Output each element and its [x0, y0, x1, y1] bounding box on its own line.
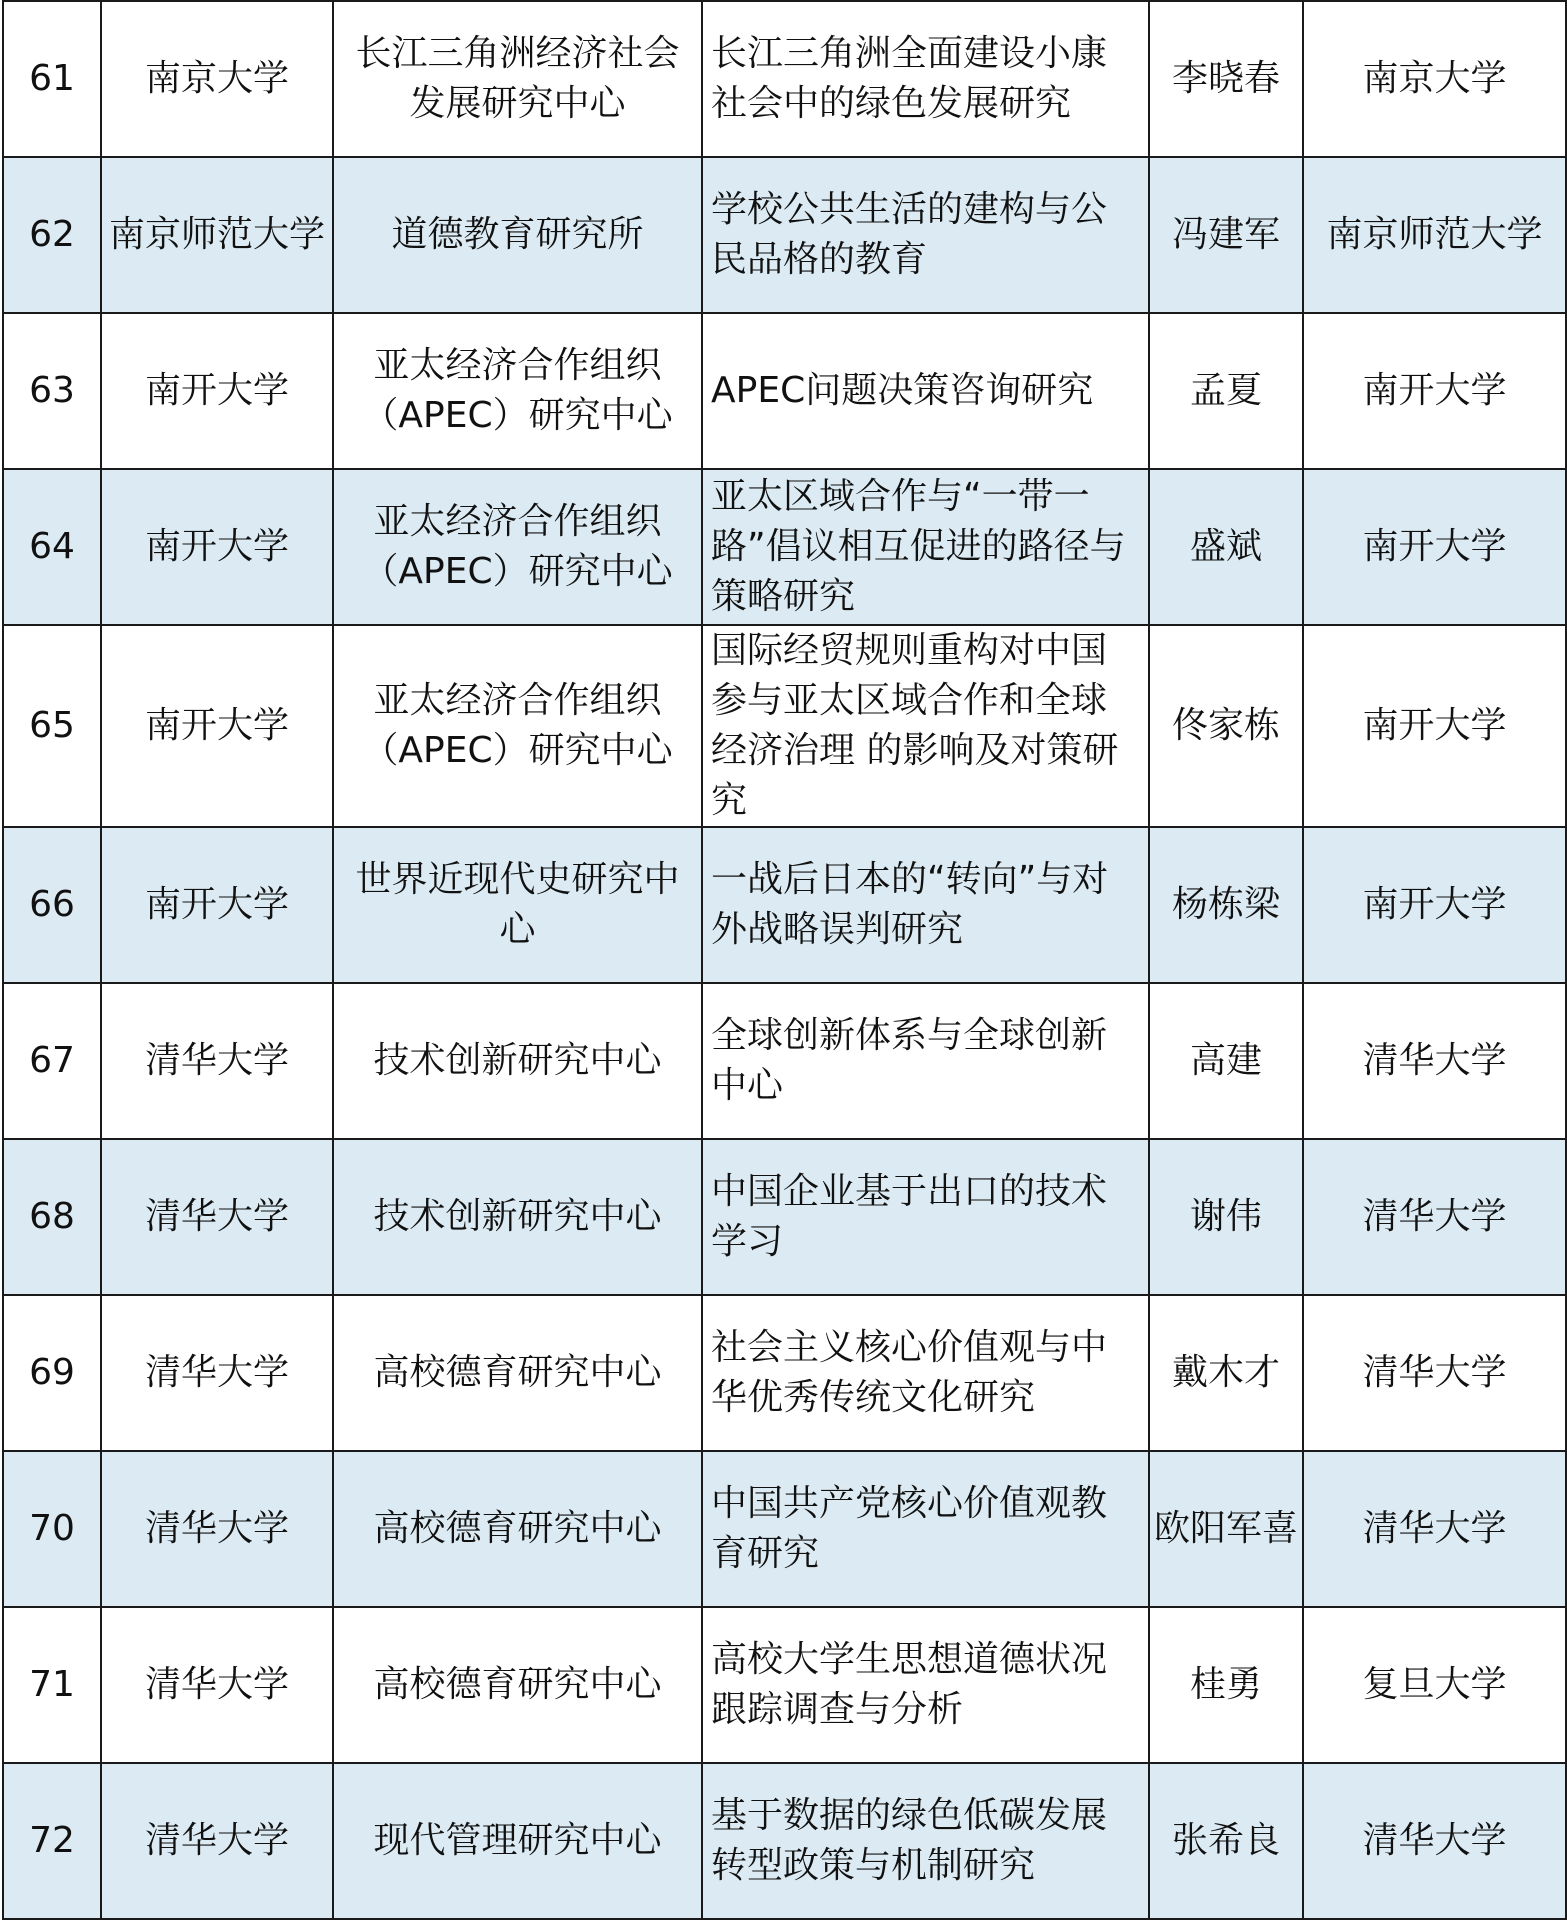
project-leader-cell: 冯建军 — [1149, 157, 1303, 313]
row-number: 66 — [3, 827, 101, 983]
table-row — [3, 157, 1566, 313]
research-center-cell: 亚太经济合作组织（APEC）研究中心 — [333, 625, 702, 827]
row-number: 64 — [3, 469, 101, 625]
leader-affiliation-cell: 复旦大学 — [1303, 1607, 1566, 1763]
project-topic-cell: 中国企业基于出口的技术学习 — [702, 1139, 1149, 1295]
university-cell: 清华大学 — [101, 983, 333, 1139]
project-leader-cell: 桂勇 — [1149, 1607, 1303, 1763]
table-row — [3, 469, 1566, 625]
research-center-cell: 现代管理研究中心 — [333, 1763, 702, 1919]
university-cell: 南京大学 — [101, 1, 333, 157]
university-cell: 南开大学 — [101, 827, 333, 983]
project-topic-cell: 学校公共生活的建构与公民品格的教育 — [702, 157, 1149, 313]
university-cell: 南开大学 — [101, 313, 333, 469]
row-number: 71 — [3, 1607, 101, 1763]
row-number: 67 — [3, 983, 101, 1139]
table-row — [3, 625, 1566, 827]
research-center-cell: 长江三角洲经济社会发展研究中心 — [333, 1, 702, 157]
university-cell: 清华大学 — [101, 1139, 333, 1295]
row-number: 72 — [3, 1763, 101, 1919]
table-row — [3, 827, 1566, 983]
row-number: 65 — [3, 625, 101, 827]
row-number: 68 — [3, 1139, 101, 1295]
project-topic-cell: 社会主义核心价值观与中华优秀传统文化研究 — [702, 1295, 1149, 1451]
university-cell: 南开大学 — [101, 469, 333, 625]
leader-affiliation-cell: 南开大学 — [1303, 827, 1566, 983]
university-cell: 南京师范大学 — [101, 157, 333, 313]
project-leader-cell: 孟夏 — [1149, 313, 1303, 469]
project-topic-cell: 长江三角洲全面建设小康社会中的绿色发展研究 — [702, 1, 1149, 157]
project-topic-cell: 基于数据的绿色低碳发展转型政策与机制研究 — [702, 1763, 1149, 1919]
project-leader-cell: 高建 — [1149, 983, 1303, 1139]
university-cell: 清华大学 — [101, 1451, 333, 1607]
project-leader-cell: 李晓春 — [1149, 1, 1303, 157]
research-center-cell: 亚太经济合作组织（APEC）研究中心 — [333, 469, 702, 625]
leader-affiliation-cell: 清华大学 — [1303, 1451, 1566, 1607]
row-number: 62 — [3, 157, 101, 313]
project-topic-cell: 一战后日本的“转向”与对外战略误判研究 — [702, 827, 1149, 983]
project-table — [2, 0, 1567, 1920]
project-topic-cell: 国际经贸规则重构对中国参与亚太区域合作和全球经济治理 的影响及对策研究 — [702, 625, 1149, 827]
project-topic-cell: 高校大学生思想道德状况跟踪调查与分析 — [702, 1607, 1149, 1763]
leader-affiliation-cell: 南开大学 — [1303, 469, 1566, 625]
project-leader-cell: 盛斌 — [1149, 469, 1303, 625]
leader-affiliation-cell: 南开大学 — [1303, 625, 1566, 827]
project-leader-cell: 杨栋梁 — [1149, 827, 1303, 983]
project-topic-cell: 全球创新体系与全球创新中心 — [702, 983, 1149, 1139]
research-center-cell: 世界近现代史研究中心 — [333, 827, 702, 983]
project-topic-cell: 中国共产党核心价值观教育研究 — [702, 1451, 1149, 1607]
university-cell: 清华大学 — [101, 1763, 333, 1919]
leader-affiliation-cell: 南京师范大学 — [1303, 157, 1566, 313]
project-topic-cell: APEC问题决策咨询研究 — [702, 313, 1149, 469]
research-center-cell: 道德教育研究所 — [333, 157, 702, 313]
project-leader-cell: 谢伟 — [1149, 1139, 1303, 1295]
project-leader-cell: 欧阳军喜 — [1149, 1451, 1303, 1607]
row-number: 61 — [3, 1, 101, 157]
row-number: 70 — [3, 1451, 101, 1607]
leader-affiliation-cell: 南京大学 — [1303, 1, 1566, 157]
leader-affiliation-cell: 清华大学 — [1303, 1763, 1566, 1919]
project-leader-cell: 戴木才 — [1149, 1295, 1303, 1451]
research-center-cell: 亚太经济合作组织（APEC）研究中心 — [333, 313, 702, 469]
research-center-cell: 技术创新研究中心 — [333, 983, 702, 1139]
table-row — [3, 983, 1566, 1139]
university-cell: 清华大学 — [101, 1607, 333, 1763]
project-leader-cell: 佟家栋 — [1149, 625, 1303, 827]
table-row — [3, 1451, 1566, 1607]
university-cell: 南开大学 — [101, 625, 333, 827]
table-row — [3, 1295, 1566, 1451]
leader-affiliation-cell: 清华大学 — [1303, 983, 1566, 1139]
research-center-cell: 高校德育研究中心 — [333, 1607, 702, 1763]
row-number: 63 — [3, 313, 101, 469]
project-table-body — [3, 1, 1566, 1919]
table-row — [3, 1607, 1566, 1763]
leader-affiliation-cell: 清华大学 — [1303, 1295, 1566, 1451]
table-row — [3, 1139, 1566, 1295]
table-row — [3, 1763, 1566, 1919]
research-center-cell: 高校德育研究中心 — [333, 1451, 702, 1607]
research-center-cell: 高校德育研究中心 — [333, 1295, 702, 1451]
research-center-cell: 技术创新研究中心 — [333, 1139, 702, 1295]
project-topic-cell: 亚太区域合作与“一带一路”倡议相互促进的路径与策略研究 — [702, 469, 1149, 625]
project-leader-cell: 张希良 — [1149, 1763, 1303, 1919]
leader-affiliation-cell: 清华大学 — [1303, 1139, 1566, 1295]
university-cell: 清华大学 — [101, 1295, 333, 1451]
table-row — [3, 1, 1566, 157]
leader-affiliation-cell: 南开大学 — [1303, 313, 1566, 469]
table-row — [3, 313, 1566, 469]
row-number: 69 — [3, 1295, 101, 1451]
